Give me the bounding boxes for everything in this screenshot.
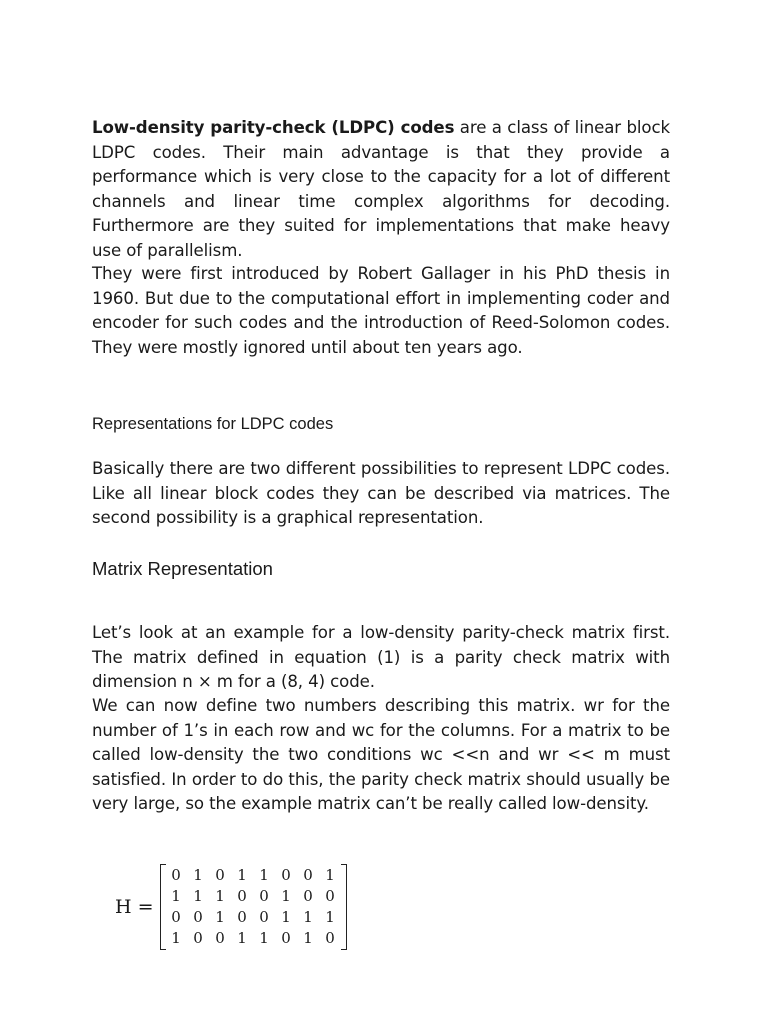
matrix-cell: 0: [281, 866, 291, 884]
intro-bold-term: Low-density parity-check (LDPC) codes: [92, 118, 455, 137]
intro-paragraph: [92, 116, 670, 263]
matrix-cell: 0: [259, 908, 269, 926]
matrix-cell: 0: [215, 929, 225, 947]
matrix-paragraph-1: Let’s look at an example for a low-density parity-check matrix first. The matrix defined in equation (1) is a parity check matrix with dimension n × m for a (8, 4) code.: [92, 623, 670, 691]
matrix-cell: 0: [303, 887, 313, 905]
parity-check-matrix-equation: [115, 862, 355, 952]
intro-text: are a class of linear block LDPC codes. Their main advantage is that they provide a performance which is very close to the capacity for a lot of different channels and linear time complex algorithms for decoding. Furthermore are they suited for implementations that make heavy use of parallelism.: [92, 118, 670, 260]
matrix-cell: 0: [325, 929, 335, 947]
matrix-cell: 0: [237, 887, 247, 905]
matrix-row: [165, 928, 341, 949]
matrix-cell: 0: [193, 929, 203, 947]
matrix-cell: 1: [259, 929, 269, 947]
matrix-cell: 1: [215, 908, 225, 926]
matrix-cell: 1: [303, 929, 313, 947]
history-paragraph: They were first introduced by Robert Gallager in his PhD thesis in 1960. But due to the computational effort in implementing coder and encoder for such codes and the introduction of Reed-Solomon codes. They were mostly ignored until about ten years ago.: [92, 264, 670, 357]
matrix-cell: 1: [303, 908, 313, 926]
matrix-cell: 0: [171, 908, 181, 926]
matrix-cell: 0: [237, 908, 247, 926]
matrix-row: [165, 886, 341, 907]
matrix-row: [165, 907, 341, 928]
matrix-paragraph-2: We can now define two numbers describing this matrix. wr for the number of 1’s in each row and wc for the columns. For a matrix to be called low-density the two conditions wc <<n and wr << m must satisfied. In order to do this, the parity check matrix should usually be very large, so the example matrix can’t be really called low-density.: [92, 696, 670, 813]
matrix-cell: 1: [171, 887, 181, 905]
matrix-cell: 0: [325, 887, 335, 905]
matrix-row: [165, 865, 341, 886]
matrix-cell: 1: [171, 929, 181, 947]
matrix-cell: 0: [215, 866, 225, 884]
matrix-cell: 1: [215, 887, 225, 905]
matrix-representation-heading: Matrix Representation: [92, 558, 273, 579]
matrix-cell: 0: [303, 866, 313, 884]
matrix-cell: 1: [281, 887, 291, 905]
matrix-cell: 1: [281, 908, 291, 926]
matrix-cell: 1: [237, 866, 247, 884]
representations-paragraph: Basically there are two different possibilities to represent LDPC codes. Like all linear block codes they can be described via matrices. The second possibility is a graphical representation.: [92, 459, 670, 527]
matrix-cell: 1: [259, 866, 269, 884]
matrix-cell: 0: [259, 887, 269, 905]
matrix-cell: 1: [193, 887, 203, 905]
matrix-cell: 0: [281, 929, 291, 947]
representations-heading: Representations for LDPC codes: [92, 415, 334, 433]
matrix-cell: 1: [193, 866, 203, 884]
matrix-cell: 0: [171, 866, 181, 884]
matrix-cell: 0: [193, 908, 203, 926]
matrix-right-bracket: [341, 864, 347, 950]
matrix-cell: 1: [325, 866, 335, 884]
matrix-label: H =: [115, 896, 154, 918]
matrix-cell: 1: [237, 929, 247, 947]
matrix-cell: 1: [325, 908, 335, 926]
